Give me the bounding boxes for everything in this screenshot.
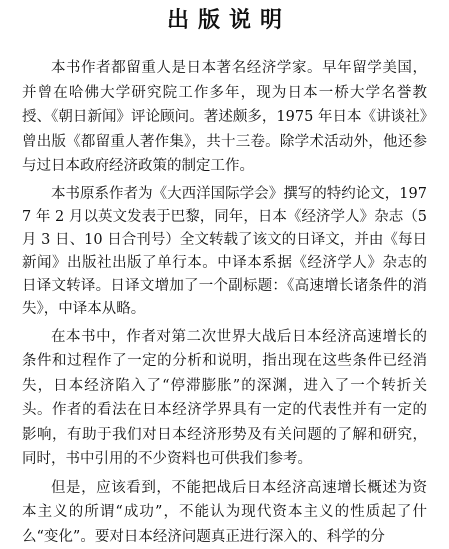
paragraph-book-content: 在本书中，作者对第二次世界大战后日本经济高速增长的条件和过程作了一定的分析和说明，指出现在这些条件已经消失，日本经济陷入了“停滞膨胀”的深渊，进入了一个转折关头。作者的看法在日本经济学界具有一定的代表性并有一定的影响，有助于我们对日本经济形势及有关问题的了解和研究，同时，书中引用的不少资料也可供我们参考。 — [22, 325, 427, 472]
paragraph-critical-note: 但是，应该看到，不能把战后日本经济高速增长概述为资本主义的所谓“成功”，不能认为现代资本主义的性质起了什么“变化”。要对日本经济问题真正进行深入的、科学的分 — [22, 476, 427, 549]
paragraph-author-intro: 本书作者都留重人是日本著名经济学家。早年留学美国，并曾在哈佛大学研究院工作多年，现为日本一桥大学名誉教授、《朝日新闻》评论顾问。著述颇多，1975 年日本《讲谈社》曾出版《都留重人著作集》，共十三卷。除学术活动外，他还参与过日本政府经济政策的制定工作。 — [22, 56, 427, 179]
paragraph-publication-history: 本书原系作者为《大西洋国际学会》撰写的特约论文，1977 年 2 月以英文发表于巴黎，同年，日本《经济学人》杂志（5 月 3 日、10 日合刊号）全文转载了该文的日译文，并由《每日新闻》出版社出版了单行本。中译本系据《经济学人》杂志的日译文转译。日译文增加了一个副标题：《高速增长诸条件的消失》，中译本从略。 — [22, 183, 427, 321]
page-title: 出版说明 — [22, 4, 427, 36]
